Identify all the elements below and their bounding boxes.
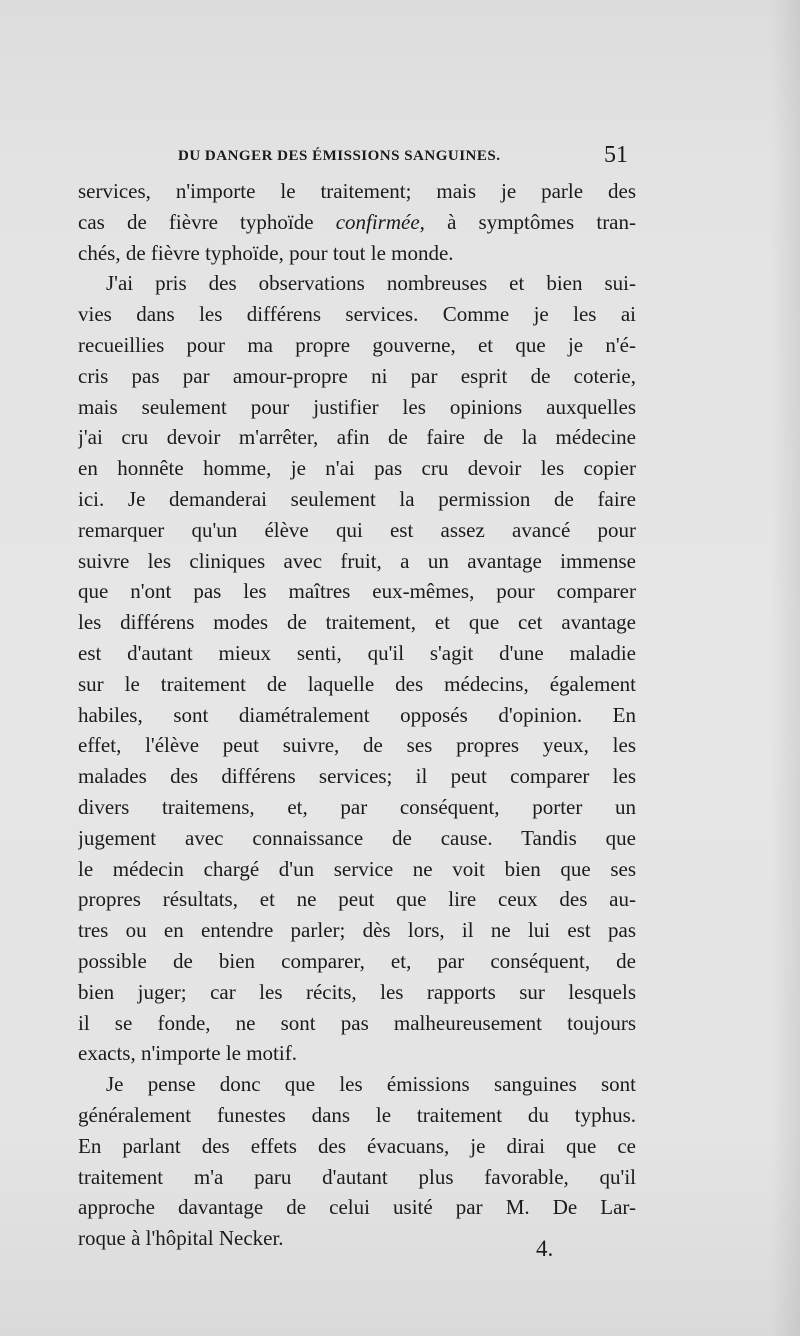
text-line: Je pense donc que les émissions sanguines sont [106, 1072, 636, 1097]
body-text [78, 176, 636, 1254]
text-line: généralement funestes dans le traitement du typhus. [78, 1102, 636, 1127]
running-head: DU DANGER DES ÉMISSIONS SANGUINES. [178, 148, 501, 164]
text-line: suivre les cliniques avec fruit, a un avantage immense [78, 548, 636, 573]
text-line: exacts, n'importe le motif. [78, 1041, 297, 1066]
emphasis: confirmée, [335, 209, 425, 234]
text-line: mais seulement pour justifier les opinions auxquelles [78, 394, 636, 419]
page-number: 51 [604, 142, 628, 168]
signature-mark: 4. [536, 1236, 554, 1261]
text-line: propres résultats, et ne peut que lire ceux des au- [78, 887, 636, 912]
text-line: roque à l'hôpital Necker. [78, 1226, 284, 1251]
text-line: sur le traitement de laquelle des médecins, également [78, 671, 636, 696]
text-line: divers traitemens, et, par conséquent, porter un [78, 794, 636, 819]
text-line: possible de bien comparer, et, par conséquent, de [78, 948, 636, 973]
text-line: J'ai pris des observations nombreuses et bien sui- [106, 271, 636, 296]
text-line: est d'autant mieux senti, qu'il s'agit d'une maladie [78, 640, 636, 665]
text-line: cris pas par amour-propre ni par esprit de coterie, [78, 363, 636, 388]
text-line: que n'ont pas les maîtres eux-mêmes, pour comparer [78, 579, 636, 604]
text-line: les différens modes de traitement, et que cet avantage [78, 610, 636, 635]
text-line: remarquer qu'un élève qui est assez avancé pour [78, 517, 636, 542]
text-line: vies dans les différens services. Comme je les ai [78, 302, 636, 327]
text-line: en honnête homme, je n'ai pas cru devoir les copier [78, 456, 636, 481]
text-line: malades des différens services; il peut comparer les [78, 764, 636, 789]
text-line: j'ai cru devoir m'arrêter, afin de faire de la médecine [78, 425, 636, 450]
text-line: recueillies pour ma propre gouverne, et que je n'é- [78, 332, 636, 357]
text-line: jugement avec connaissance de cause. Tandis que [78, 825, 636, 850]
page-header [178, 142, 628, 176]
text-line: tres ou en entendre parler; dès lors, il ne lui est pas [78, 918, 636, 943]
text-line: habiles, sont diamétralement opposés d'opinion. En [78, 702, 636, 727]
text-line: chés, de fièvre typhoïde, pour tout le monde. [78, 240, 454, 265]
text-line: cas de fièvre typhoïde confirmée, à symptômes tran- [78, 209, 636, 234]
text-line: ici. Je demanderai seulement la permission de faire [78, 486, 636, 511]
text-line: approche davantage de celui usité par M. De Lar- [78, 1195, 636, 1220]
text-line: traitement m'a paru d'autant plus favorable, qu'il [78, 1164, 636, 1189]
text-line: bien juger; car les récits, les rapports sur lesquels [78, 979, 636, 1004]
text-line: le médecin chargé d'un service ne voit bien que ses [78, 856, 636, 881]
text-line: il se fonde, ne sont pas malheureusement toujours [78, 1010, 636, 1035]
page-edge-shadow [770, 0, 800, 1336]
text-line: En parlant des effets des évacuans, je dirai que ce [78, 1133, 636, 1158]
text-line: effet, l'élève peut suivre, de ses propres yeux, les [78, 733, 636, 758]
text-line: services, n'importe le traitement; mais je parle des [78, 179, 636, 203]
